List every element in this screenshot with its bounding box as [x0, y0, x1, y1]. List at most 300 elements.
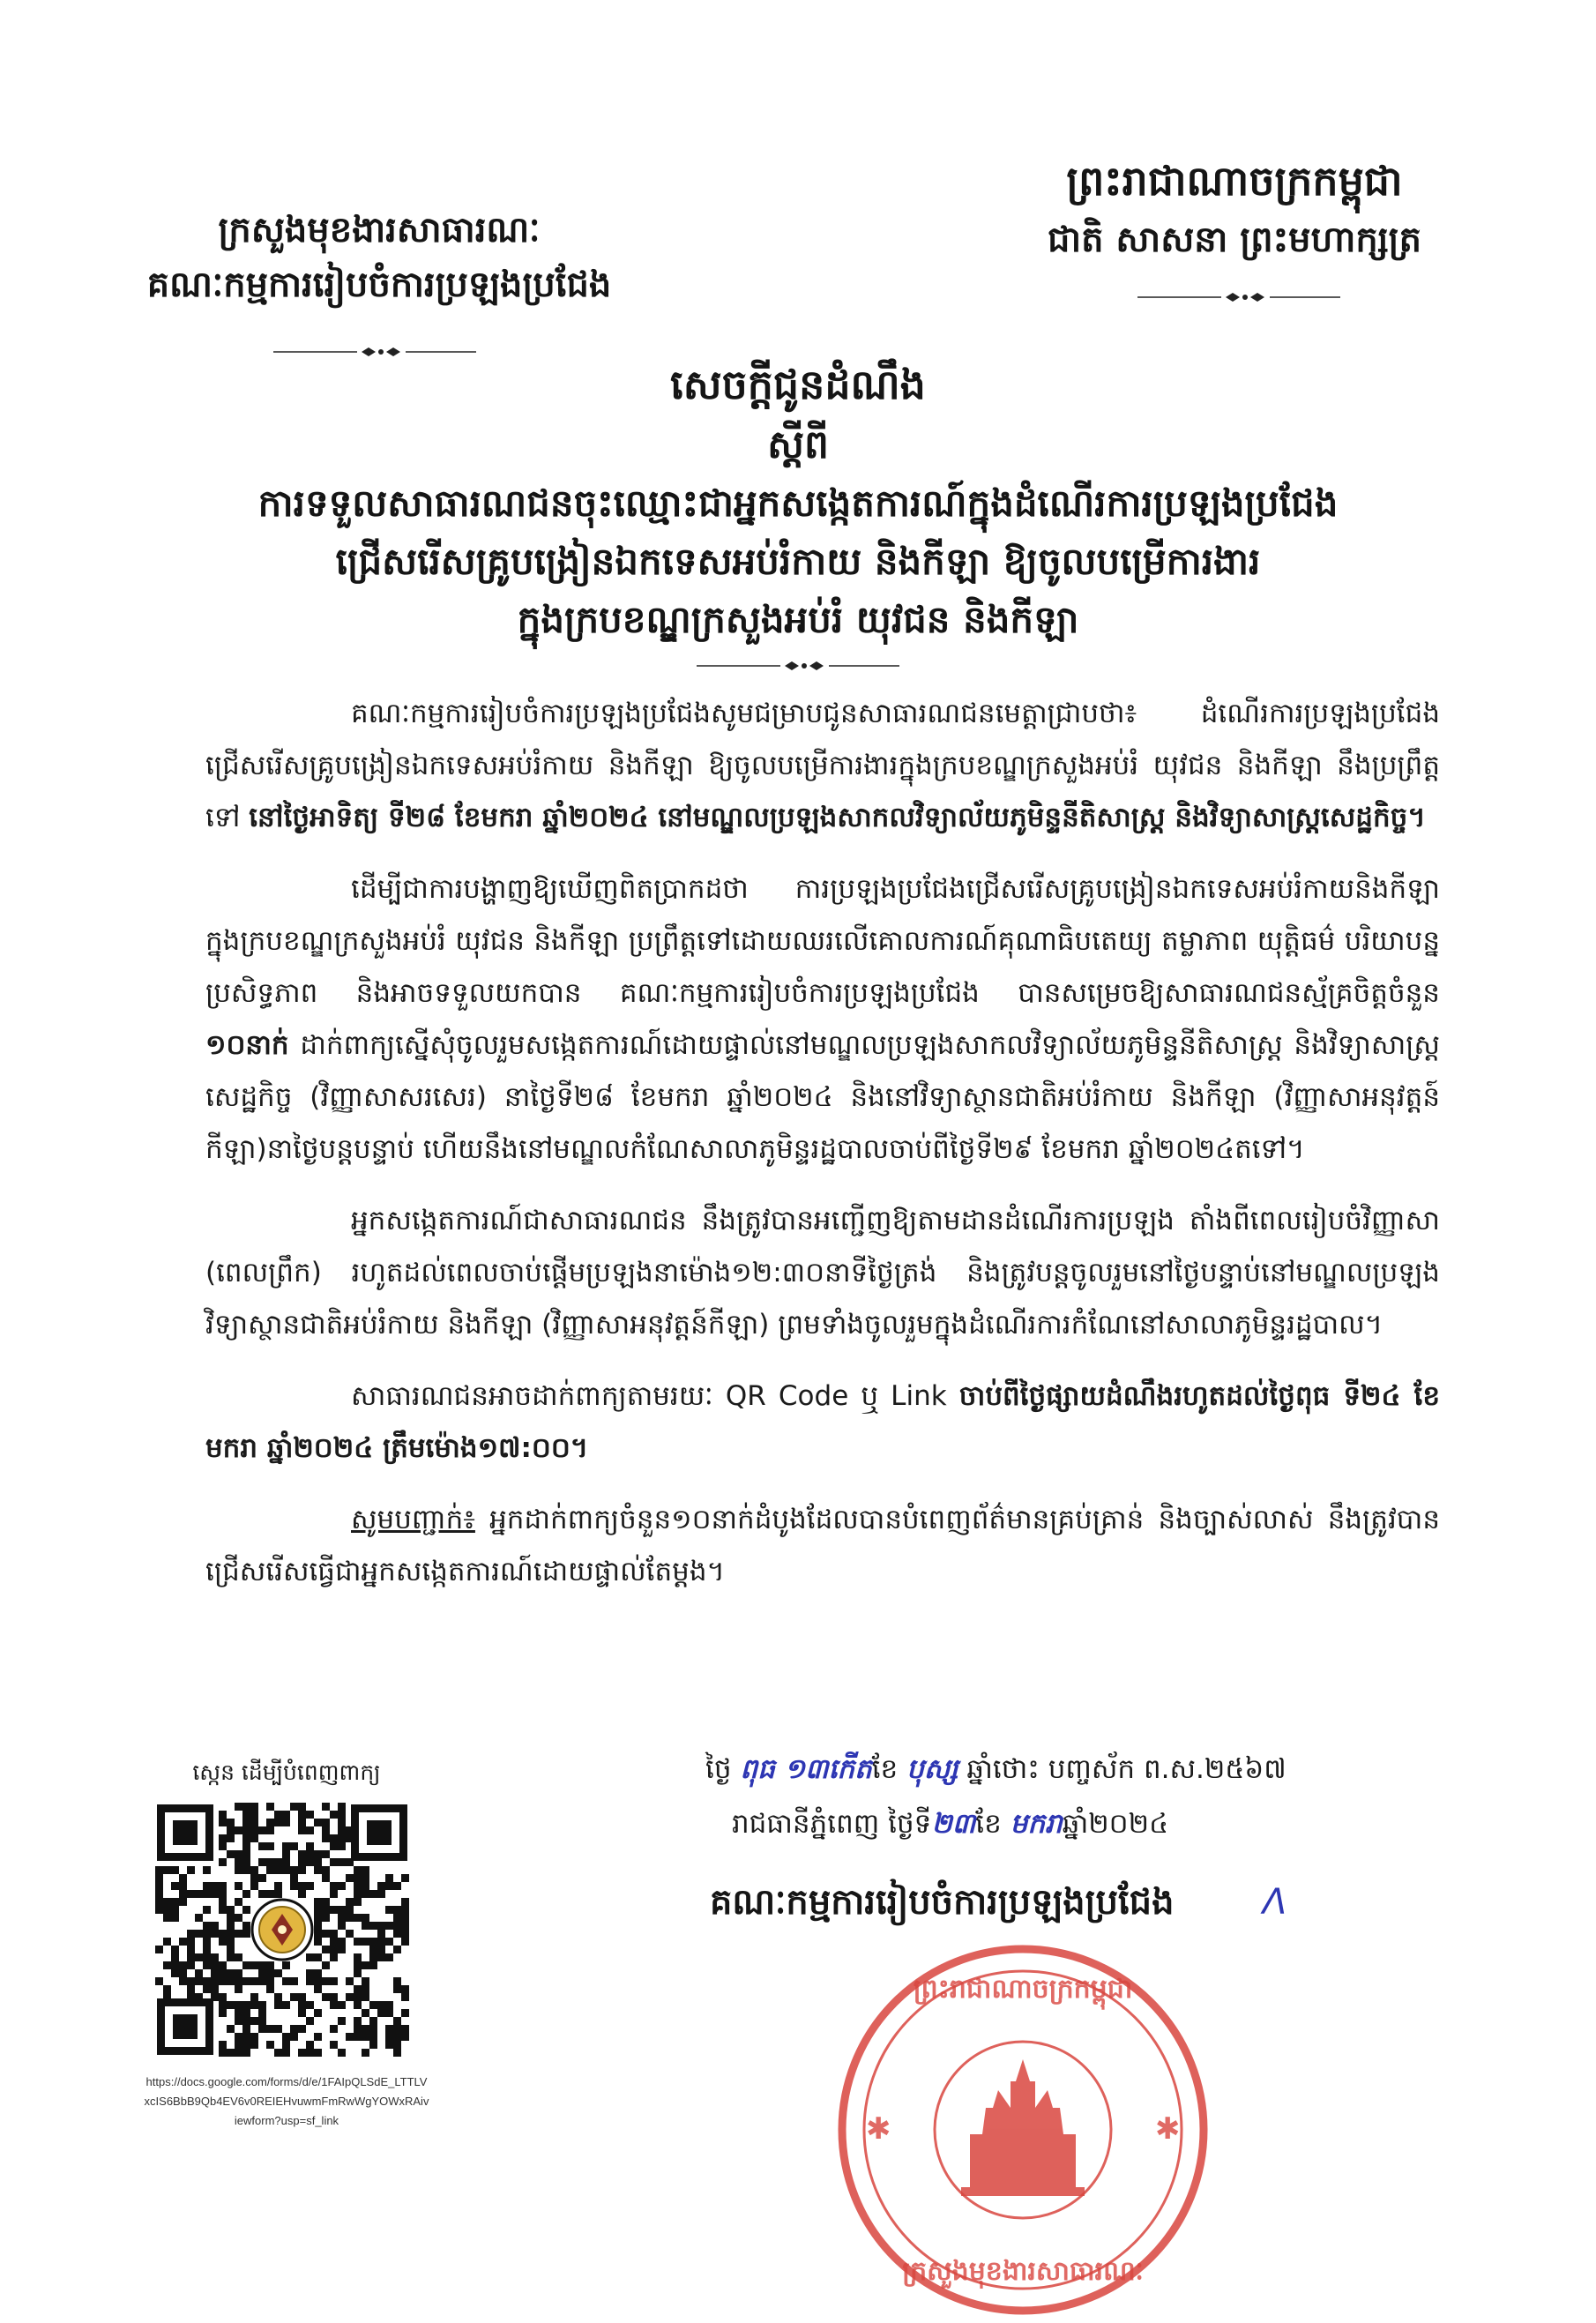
qr-module	[385, 2025, 393, 2033]
paragraph-4	[205, 1371, 1440, 1475]
qr-module	[314, 1985, 322, 1993]
qr-module	[155, 1977, 163, 1985]
svg-text:ព្រះរាជាណាចក្រកម្ពុជា: ព្រះរាជាណាចក្រកម្ពុជា	[913, 1974, 1133, 2005]
qr-module	[274, 2001, 282, 2009]
qr-module	[322, 1826, 330, 1834]
qr-module	[322, 1906, 330, 1914]
qr-module	[298, 1811, 306, 1819]
qr-module	[314, 1906, 322, 1914]
qr-module	[219, 1938, 227, 1946]
qr-module	[298, 1993, 306, 2001]
qr-module	[377, 2001, 385, 2009]
paragraph-3-text: អ្នកសង្កេតការណ៍ជាសាធារណជន នឹងត្រូវបានអញ្ជើញឱ្យតាមដានដំណើរការប្រឡង តាំងពីពេលរៀបចំវិញ្ញាសា (ពេលព្រឹក) រហូតដល់ពេលចាប់ផ្តើមប្រឡងនាម៉ោង១២:៣០នាទីថ្ងៃត្រង់ និងត្រូវបន្តចូលរួមនៅថ្ងៃបន្ទាប់នៅមណ្ឌលប្រឡងវិទ្យាស្ថានជាតិអប់រំកាយ និងកីឡា (វិញ្ញាសាអនុវត្តន៍កីឡា) ព្រមទាំងចូលរួមក្នុងដំណើរការកំណែនៅសាលាភូមិន្ទរដ្ឋបាល។	[205, 1205, 1440, 1341]
ministry-name: ក្រសួងមុខងារសាធារណៈ	[218, 210, 541, 250]
qr-module	[314, 1922, 322, 1930]
qr-module	[401, 1938, 409, 1946]
qr-module	[235, 1930, 242, 1938]
paragraph-2	[205, 863, 1440, 1176]
qr-module	[250, 2041, 258, 2049]
qr-module	[250, 1826, 258, 1834]
qr-module	[195, 1953, 203, 1961]
qr-module	[235, 1858, 242, 1866]
qr-module	[227, 1834, 235, 1842]
qr-module	[298, 2009, 306, 2017]
qr-module	[330, 2025, 338, 2033]
paragraph-5	[205, 1494, 1440, 1598]
qr-module	[354, 1961, 362, 1969]
qr-module	[369, 2025, 377, 2033]
qr-module	[314, 1866, 322, 1874]
qr-module	[369, 2001, 377, 2009]
qr-module	[250, 1803, 258, 1811]
qr-module	[171, 1969, 179, 1977]
qr-module	[242, 1826, 250, 1834]
qr-module	[211, 1930, 219, 1938]
qr-module	[362, 1985, 369, 1993]
solar-date	[705, 1796, 1543, 1851]
qr-module	[298, 1819, 306, 1826]
note-label: សូមបញ្ជាក់៖	[351, 1504, 475, 1535]
qr-module	[290, 2025, 298, 2033]
qr-module	[171, 1953, 179, 1961]
qr-module	[235, 1898, 242, 1906]
form-link-line-1: https://docs.google.com/forms/d/e/1FAIpQLSdE_LTTLV	[145, 2075, 428, 2088]
qr-module	[362, 1938, 369, 1946]
qr-module	[203, 1953, 211, 1961]
qr-module	[290, 1842, 298, 1850]
qr-module	[401, 2033, 409, 2041]
qr-module	[242, 2049, 250, 2057]
qr-module	[203, 1866, 211, 1874]
qr-module	[385, 1874, 393, 1882]
form-link[interactable]	[141, 2073, 432, 2131]
qr-module	[306, 2041, 314, 2049]
paragraph-2-text-b: ដាក់ពាក្យស្នើសុំចូលរួមសង្កេតការណ៍ដោយផ្ទាល់នៅមណ្ឌលប្រឡងសាកលវិទ្យាល័យភូមិន្ទនីតិសាស្ត្រ និងវិទ្យាសាស្ត្រសេដ្ឋកិច្ច (វិញ្ញាសាសរសេរ) នាថ្ងៃទី២៨ ខែមករា ឆ្នាំ២០២៤ និងនៅវិទ្យាស្ថានជាតិអប់រំកាយ និងកីឡា (វិញ្ញាសាអនុវត្តន៍កីឡា)នាថ្ងៃបន្តបន្ទាប់ ហើយនឹងនៅមណ្ឌលកំណែសាលាភូមិន្ទរដ្ឋបាលចាប់ពីថ្ងៃទី២៩ ខែមករា ឆ្នាំ២០២៤តទៅ។	[205, 1029, 1440, 1165]
qr-module	[354, 1866, 362, 1874]
qr-module	[235, 1826, 242, 1834]
qr-module	[354, 1882, 362, 1890]
qr-module	[393, 1930, 401, 1938]
qr-module	[179, 1977, 187, 1985]
qr-module	[179, 1874, 187, 1882]
qr-module	[282, 1819, 290, 1826]
qr-module	[242, 2025, 250, 2033]
qr-module	[195, 1914, 203, 1922]
qr-module	[330, 1890, 338, 1898]
qr-module	[219, 1819, 227, 1826]
qr-module	[274, 1882, 282, 1890]
kingdom-header	[952, 150, 1517, 268]
svg-text:✱: ✱	[866, 2111, 891, 2147]
qr-module	[227, 1946, 235, 1953]
qr-module	[338, 1826, 346, 1834]
qr-module	[258, 1874, 266, 1882]
qr-module	[346, 1898, 354, 1906]
qr-module	[314, 2009, 322, 2017]
national-motto: ជាតិ សាសនា ព្រះមហាក្សត្រ	[1048, 220, 1421, 260]
qr-module	[354, 1969, 362, 1977]
qr-module	[393, 1977, 401, 1985]
qr-module	[274, 2049, 282, 2057]
qr-module	[187, 1985, 195, 1993]
qr-module	[235, 2033, 242, 2041]
qr-module	[362, 1961, 369, 1969]
lunar-day-handwritten: ពុធ ១៣កើត	[740, 1753, 872, 1785]
qr-module	[401, 1930, 409, 1938]
qr-module	[338, 1842, 346, 1850]
qr-module	[282, 1858, 290, 1866]
qr-module	[274, 1993, 282, 2001]
qr-module	[250, 1834, 258, 1842]
title-regarding: ស្តីពី	[767, 422, 829, 467]
qr-module	[235, 1977, 242, 1985]
qr-module	[266, 1985, 274, 1993]
qr-module	[393, 2033, 401, 2041]
qr-module	[298, 1850, 306, 1858]
svg-text:✱: ✱	[1155, 2111, 1181, 2147]
qr-module	[369, 2041, 377, 2049]
qr-module	[322, 1914, 330, 1922]
lunar-year: ឆ្នាំថោះ បញ្ចស័ក ព.ស.២៥៦៧	[966, 1753, 1286, 1785]
qr-module	[354, 1914, 362, 1922]
qr-module	[401, 1985, 409, 1993]
qr-module	[155, 1906, 163, 1914]
qr-module	[393, 2017, 401, 2025]
qr-module	[346, 1993, 354, 2001]
qr-module	[235, 2049, 242, 2057]
qr-module	[227, 1953, 235, 1961]
qr-module	[362, 1977, 369, 1985]
solar-month-label: ខែ	[975, 1808, 1002, 1840]
qr-module	[298, 2049, 306, 2057]
qr-module	[385, 1906, 393, 1914]
qr-module	[187, 1938, 195, 1946]
qr-module	[306, 1811, 314, 1819]
qr-module	[250, 1977, 258, 1985]
qr-module	[266, 2041, 274, 2049]
qr-module	[298, 1803, 306, 1811]
qr-module	[266, 2025, 274, 2033]
qr-module	[362, 2049, 369, 2057]
qr-module	[235, 1803, 242, 1811]
qr-module	[322, 1961, 330, 1969]
qr-module	[330, 1906, 338, 1914]
qr-module	[227, 1826, 235, 1834]
form-link-line-2: xcIS6BbB9Qb4EV6v0REIEHvuwmFmRwWgYOWxRAiv	[144, 2095, 429, 2108]
qr-module	[219, 1969, 227, 1977]
lunar-month-label: ខែ	[871, 1753, 899, 1785]
qr-module	[171, 1961, 179, 1969]
qr-module	[290, 1977, 298, 1985]
qr-module	[274, 1819, 282, 1826]
qr-module	[242, 1819, 250, 1826]
title-ornament	[697, 660, 899, 672]
qr-module	[227, 2049, 235, 2057]
qr-module	[338, 1922, 346, 1930]
qr-module	[219, 2049, 227, 2057]
qr-module	[219, 1906, 227, 1914]
qr-module	[385, 2009, 393, 2017]
qr-module	[227, 2001, 235, 2009]
qr-module	[354, 2033, 362, 2041]
qr-module	[338, 1946, 346, 1953]
qr-module	[322, 1898, 330, 1906]
qr-module	[314, 1938, 322, 1946]
qr-module	[338, 1834, 346, 1842]
qr-module	[258, 2017, 266, 2025]
qr-module	[330, 2041, 338, 2049]
qr-module	[163, 1906, 171, 1914]
paragraph-1	[205, 688, 1440, 844]
qr-module	[242, 1834, 250, 1842]
qr-module	[219, 1842, 227, 1850]
qr-module	[242, 1866, 250, 1874]
qr-module	[393, 1922, 401, 1930]
header-right-ornament	[1137, 291, 1340, 303]
qr-module	[258, 1826, 266, 1834]
qr-module	[242, 1890, 250, 1898]
qr-module	[290, 2033, 298, 2041]
qr-module	[377, 1882, 385, 1890]
qr-module	[250, 1819, 258, 1826]
paragraph-3	[205, 1195, 1440, 1351]
qr-module	[163, 1866, 171, 1874]
qr-module	[322, 1874, 330, 1882]
qr-module	[266, 1969, 274, 1977]
qr-module	[274, 1811, 282, 1819]
qr-module	[322, 1866, 330, 1874]
qr-module	[187, 1866, 195, 1874]
qr-module	[242, 2001, 250, 2009]
qr-module	[282, 1961, 290, 1969]
qr-module	[219, 1882, 227, 1890]
qr-module	[290, 1874, 298, 1882]
qr-module	[346, 1874, 354, 1882]
qr-module	[385, 1938, 393, 1946]
qr-module	[298, 1858, 306, 1866]
qr-module	[163, 1898, 171, 1906]
qr-module	[385, 2041, 393, 2049]
qr-module	[314, 1819, 322, 1826]
qr-module	[393, 2041, 401, 2049]
qr-module	[219, 1890, 227, 1898]
qr-module	[211, 1969, 219, 1977]
qr-module	[393, 2049, 401, 2057]
qr-module	[290, 1803, 298, 1811]
qr-module	[266, 1803, 274, 1811]
qr-module	[219, 1930, 227, 1938]
qr-module	[211, 1882, 219, 1890]
qr-module	[377, 1890, 385, 1898]
qr-module	[338, 1819, 346, 1826]
qr-module	[298, 1826, 306, 1834]
qr-module	[346, 1977, 354, 1985]
qr-module	[369, 1890, 377, 1898]
qr-module	[171, 1906, 179, 1914]
qr-module	[369, 1922, 377, 1930]
qr-module	[242, 2033, 250, 2041]
qr-module	[250, 1811, 258, 1819]
qr-module	[330, 1938, 338, 1946]
qr-module	[330, 1946, 338, 1953]
qr-module	[354, 1993, 362, 2001]
qr-module	[242, 1842, 250, 1850]
qr-module	[242, 1850, 250, 1858]
qr-module	[219, 2001, 227, 2009]
qr-module	[187, 1946, 195, 1953]
lunar-date-prefix: ថ្ងៃ	[705, 1753, 732, 1785]
qr-module	[369, 1946, 377, 1953]
qr-module	[266, 1961, 274, 1969]
qr-module	[163, 1961, 171, 1969]
qr-module	[369, 1953, 377, 1961]
svg-text:ក្រសួងមុខងារសាធារណៈ: ក្រសួងមុខងារសាធារណៈ	[902, 2256, 1144, 2287]
paragraph-1-emphasis: នៅថ្ងៃអាទិត្យ ទី២៨ ខែមករា ឆ្នាំ២០២៤ នៅមណ្ឌលប្រឡងសាកលវិទ្យាល័យភូមិន្ទនីតិសាស្ត្រ និងវិទ្យាសាស្ត្រសេដ្ឋកិច្ច។	[249, 802, 1426, 833]
qr-module	[250, 1882, 258, 1890]
qr-module	[266, 1858, 274, 1866]
qr-module	[242, 1858, 250, 1866]
qr-module	[219, 1993, 227, 2001]
qr-module	[227, 1977, 235, 1985]
qr-module	[187, 1930, 195, 1938]
qr-module	[203, 1961, 211, 1969]
ministry-header	[97, 203, 661, 312]
qr-module	[235, 1850, 242, 1858]
qr-module	[322, 1993, 330, 2001]
qr-module	[179, 1961, 187, 1969]
qr-module	[322, 1834, 330, 1842]
qr-module	[250, 1874, 258, 1882]
solar-year: ឆ្នាំ២០២៤	[1062, 1808, 1169, 1840]
qr-module	[298, 1890, 306, 1898]
qr-module	[258, 1858, 266, 1866]
qr-module	[155, 1898, 163, 1906]
qr-module	[242, 1930, 250, 1938]
qr-module	[354, 2001, 362, 2009]
qr-module	[393, 1914, 401, 1922]
qr-module	[306, 1969, 314, 1977]
qr-module	[362, 1874, 369, 1882]
qr-module	[171, 1866, 179, 1874]
qr-module	[179, 1882, 187, 1890]
qr-module	[211, 1977, 219, 1985]
paragraph-2-emphasis: ១០នាក់	[205, 1029, 289, 1061]
qr-module	[314, 1898, 322, 1906]
solar-day-handwritten: ២៣	[931, 1808, 976, 1840]
qr-module	[219, 1834, 227, 1842]
qr-module	[227, 2025, 235, 2033]
qr-module	[306, 1850, 314, 1858]
qr-module	[314, 2033, 322, 2041]
qr-module	[377, 1946, 385, 1953]
qr-module	[282, 2033, 290, 2041]
qr-module	[377, 1938, 385, 1946]
qr-module	[266, 1819, 274, 1826]
qr-module	[362, 1922, 369, 1930]
qr-module	[401, 1898, 409, 1906]
qr-module	[274, 2025, 282, 2033]
qr-module	[306, 2049, 314, 2057]
qr-module	[322, 1946, 330, 1953]
qr-module	[401, 1914, 409, 1922]
qr-module	[179, 1890, 187, 1898]
qr-module	[242, 2009, 250, 2017]
qr-module	[354, 1898, 362, 1906]
notice-title	[159, 353, 1437, 649]
qr-module	[258, 1842, 266, 1850]
qr-module	[401, 1906, 409, 1914]
qr-module	[211, 1985, 219, 1993]
qr-module	[362, 1866, 369, 1874]
title-subject-line-3: ក្នុងក្របខណ្ឌក្រសួងអប់រំ យុវជន និងកីឡា	[517, 598, 1079, 641]
qr-module	[235, 2041, 242, 2049]
qr-module	[242, 1906, 250, 1914]
qr-module	[393, 2025, 401, 2033]
qr-module	[179, 1898, 187, 1906]
qr-module	[258, 1890, 266, 1898]
qr-module	[258, 2009, 266, 2017]
qr-module	[314, 1953, 322, 1961]
qr-module	[369, 1938, 377, 1946]
qr-module	[369, 2033, 377, 2041]
qr-module	[306, 1842, 314, 1850]
qr-module	[377, 1922, 385, 1930]
qr-module	[306, 1977, 314, 1985]
qr-module	[330, 1977, 338, 1985]
qr-module	[385, 1922, 393, 1930]
qr-module	[282, 2001, 290, 2009]
qr-module	[385, 2033, 393, 2041]
solar-month-handwritten: មករា	[1010, 1808, 1063, 1840]
qr-module	[203, 1882, 211, 1890]
qr-module	[338, 1882, 346, 1890]
qr-module	[242, 1922, 250, 1930]
qr-code[interactable]	[150, 1797, 414, 2062]
qr-module	[338, 2001, 346, 2009]
committee-name: គណៈកម្មការរៀបចំការប្រឡងប្រជែង	[146, 265, 612, 305]
qr-module	[330, 1858, 338, 1866]
qr-module	[235, 1985, 242, 1993]
qr-module	[282, 1842, 290, 1850]
qr-module	[282, 1811, 290, 1819]
qr-module	[314, 1977, 322, 1985]
qr-module	[219, 1898, 227, 1906]
qr-module	[258, 1961, 266, 1969]
qr-module	[377, 1953, 385, 1961]
qr-module	[211, 1890, 219, 1898]
qr-module	[227, 1938, 235, 1946]
qr-module	[346, 2033, 354, 2041]
qr-module	[235, 1882, 242, 1890]
dateline	[705, 1742, 1543, 1851]
qr-module	[195, 1890, 203, 1898]
qr-module	[171, 1898, 179, 1906]
qr-module	[401, 1993, 409, 2001]
qr-module	[282, 1866, 290, 1874]
qr-module	[203, 1938, 211, 1946]
qr-module	[354, 1938, 362, 1946]
qr-module	[362, 1914, 369, 1922]
qr-module	[227, 1914, 235, 1922]
qr-module	[203, 1906, 211, 1914]
qr-module	[377, 2009, 385, 2017]
qr-module	[203, 1946, 211, 1953]
qr-module	[369, 2017, 377, 2025]
qr-module	[338, 1811, 346, 1819]
qr-module	[195, 1930, 203, 1938]
qr-module	[354, 1985, 362, 1993]
qr-module	[362, 2033, 369, 2041]
